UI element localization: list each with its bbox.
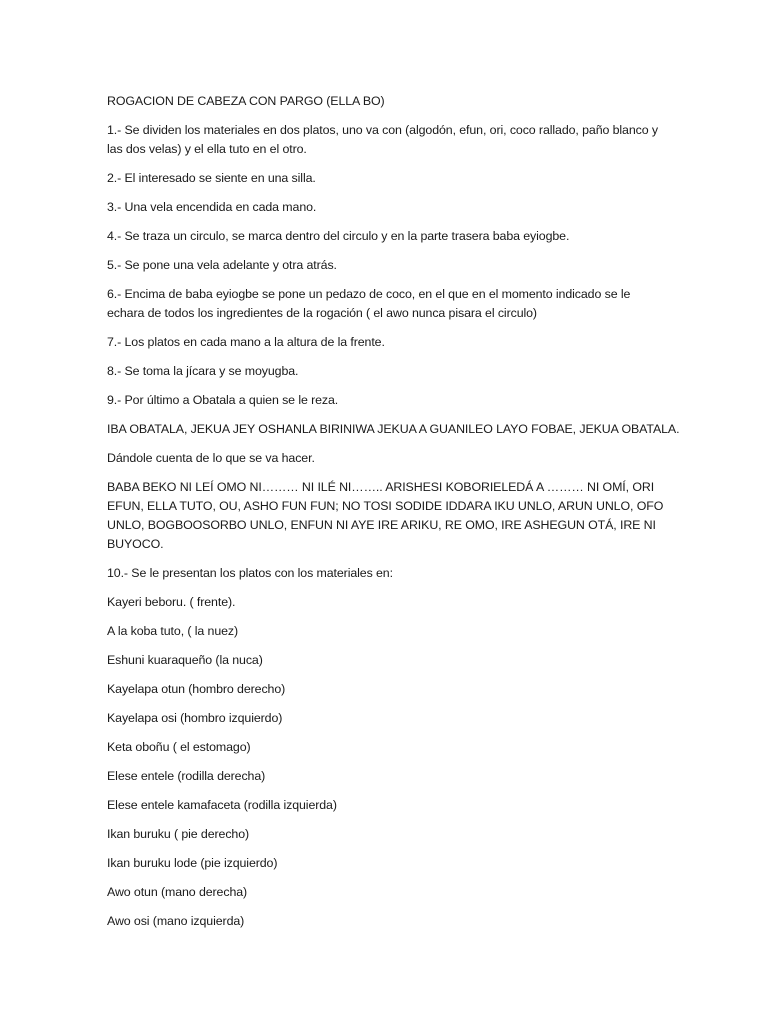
step-6: 6.- Encima de baba eyiogbe se pone un pedazo de coco, en el que en el momento indicado se le echara de todos los ingredientes de la rogación ( el awo nunca pisara el circulo)	[107, 287, 631, 320]
list-item: Awo otun (mano derecha)	[107, 885, 248, 899]
step-7: 7.- Los platos en cada mano a la altura de la frente.	[107, 335, 385, 349]
list-item: Awo osi (mano izquierda)	[107, 914, 245, 928]
prayer-intro: Dándole cuenta de lo que se va hacer.	[107, 451, 315, 465]
list-item: Ikan buruku ( pie derecho)	[107, 827, 250, 841]
list-item: A la koba tuto, ( la nuez)	[107, 624, 239, 638]
document-page	[107, 92, 680, 941]
list-item: Elese entele kamafaceta (rodilla izquierda)	[107, 798, 337, 812]
step-9: 9.- Por último a Obatala a quien se le reza.	[107, 393, 339, 407]
prayer-obatala: IBA OBATALA, JEKUA JEY OSHANLA BIRINIWA JEKUA A GUANILEO LAYO FOBAE, JEKUA OBATALA.	[107, 422, 680, 436]
list-item: Ikan buruku lode (pie izquierdo)	[107, 856, 278, 870]
list-item: Kayeri beboru. ( frente).	[107, 595, 236, 609]
step-10: 10.- Se le presentan los platos con los materiales en:	[107, 566, 393, 580]
list-item: Kayelapa otun (hombro derecho)	[107, 682, 286, 696]
document-title: ROGACION DE CABEZA CON PARGO (ELLA BO)	[107, 94, 385, 108]
step-2: 2.- El interesado se siente en una silla.	[107, 171, 316, 185]
list-item: Elese entele (rodilla derecha)	[107, 769, 266, 783]
list-item: Eshuni kuaraqueño (la nuca)	[107, 653, 263, 667]
prayer-baba-beko: BABA BEKO NI LEÍ OMO NI……… NI ILÉ NI…….. ARISHESI KOBORIELEDÁ A ……… NI OMÍ, ORI EFUN, ELLA TUTO, OU, ASHO FUN FUN; NO TOSI SODIDE IDDARA IKU UNLO, ARUN UNLO, OFO UNLO, BOGBOOSORBO UNLO, ENFUN NI AYE IRE ARIKU, RE OMO, IRE ASHEGUN OTÁ, IRE NI BUYOCO.	[107, 480, 664, 551]
step-4: 4.- Se traza un circulo, se marca dentro del circulo y en la parte trasera baba eyiogbe.	[107, 229, 570, 243]
step-3: 3.- Una vela encendida en cada mano.	[107, 200, 317, 214]
step-8: 8.- Se toma la jícara y se moyugba.	[107, 364, 299, 378]
step-5: 5.- Se pone una vela adelante y otra atrás.	[107, 258, 337, 272]
list-item: Kayelapa osi (hombro izquierdo)	[107, 711, 283, 725]
step-1: 1.- Se dividen los materiales en dos platos, uno va con (algodón, efun, ori, coco rallado, paño blanco y las dos velas) y el ella tuto en el otro.	[107, 123, 658, 156]
list-item: Keta oboñu ( el estomago)	[107, 740, 251, 754]
